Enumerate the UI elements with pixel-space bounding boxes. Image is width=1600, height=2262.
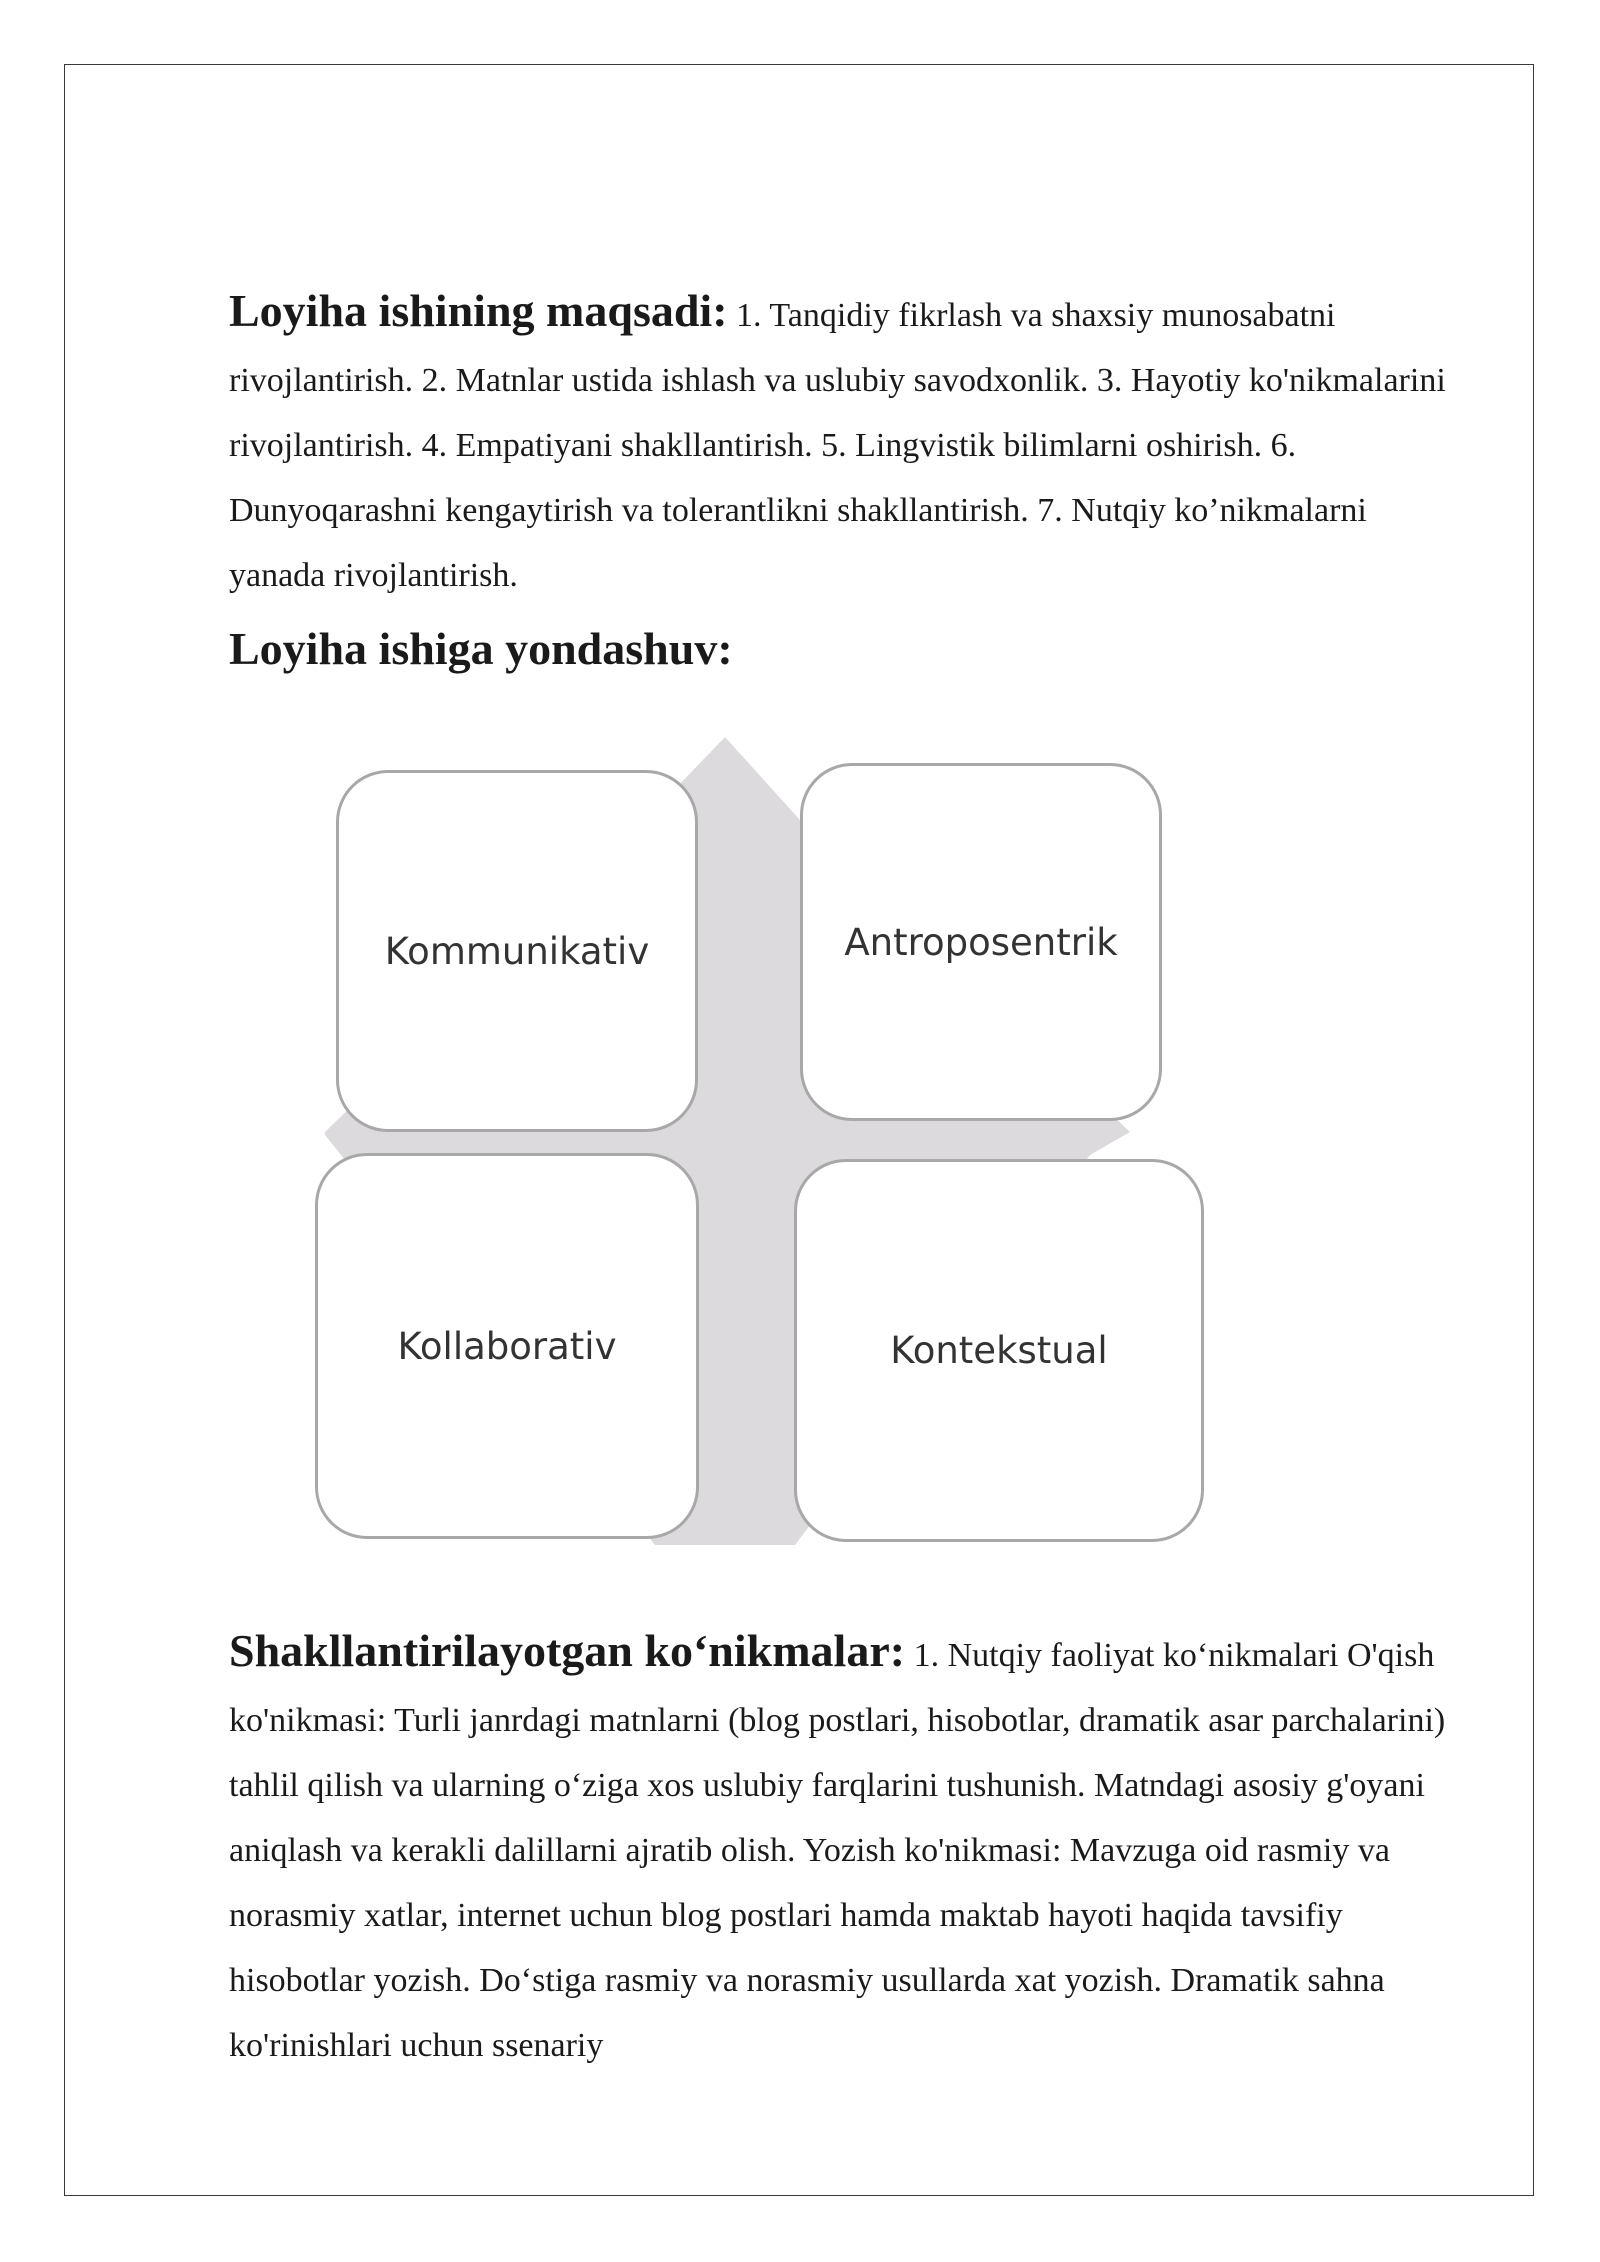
approach-box-communicative [336,770,698,1132]
skills-text: 1. Nutqiy faoliyat ko‘nikmalari O'qish ko'nikmasi: Turli janrdagi matnlarni (blog postlari, hisobotlar, dramatik asar parchalarini) tahlil qilish va ularning o‘ziga xos uslubiy farqlarini tushunish. Matndagi asosiy g'oyani aniqlash va kerakli dalillarni ajratib olish. Yozish ko'nikmasi: Mavzuga oid rasmiy va norasmiy xatlar, internet uchun blog postlari hamda maktab hayoti haqida tavsifiy hisobotlar yozish. Do‘stiga rasmiy va norasmiy usullarda xat yozish. Dramatik sahna ko'rinishlari uchun ssenariy [229,1637,1446,2064]
approach-box-collaborative [315,1153,699,1539]
skills-heading: Shakllantirilayotgan ko‘nikmalar: [229,1625,906,1676]
approach-box-anthropocentric [800,763,1162,1121]
goals-text: 1. Tanqidiy fikrlash va shaxsiy munosabatni rivojlantirish. 2. Matnlar ustida ishlash va uslubiy savodxonlik. 3. Hayotiy ko'nikmalarini rivojlantirish. 4. Empatiyani shakllantirish. 5. Lingvistik bilimlarni oshirish. 6. Dunyoqarashni kengaytirish va tolerantlikni shakllantirish. 7. Nutqiy ko’nikmalarni yanada rivojlantirish. [229,297,1446,594]
approach-diagram [310,735,1210,1545]
goals-heading: Loyiha ishining maqsadi: [229,285,728,336]
goals-paragraph [229,278,1469,608]
approach-heading: Loyiha ishiga yondashuv: [229,623,733,674]
skills-paragraph [229,1618,1469,2078]
approach-box-label: Kommunikativ [384,929,650,973]
approach-box-label: Antroposentrik [844,920,1118,964]
approach-box-contextual [794,1159,1204,1542]
approach-box-label: Kollaborativ [397,1324,617,1368]
approach-box-label: Kontekstual [890,1329,1108,1372]
